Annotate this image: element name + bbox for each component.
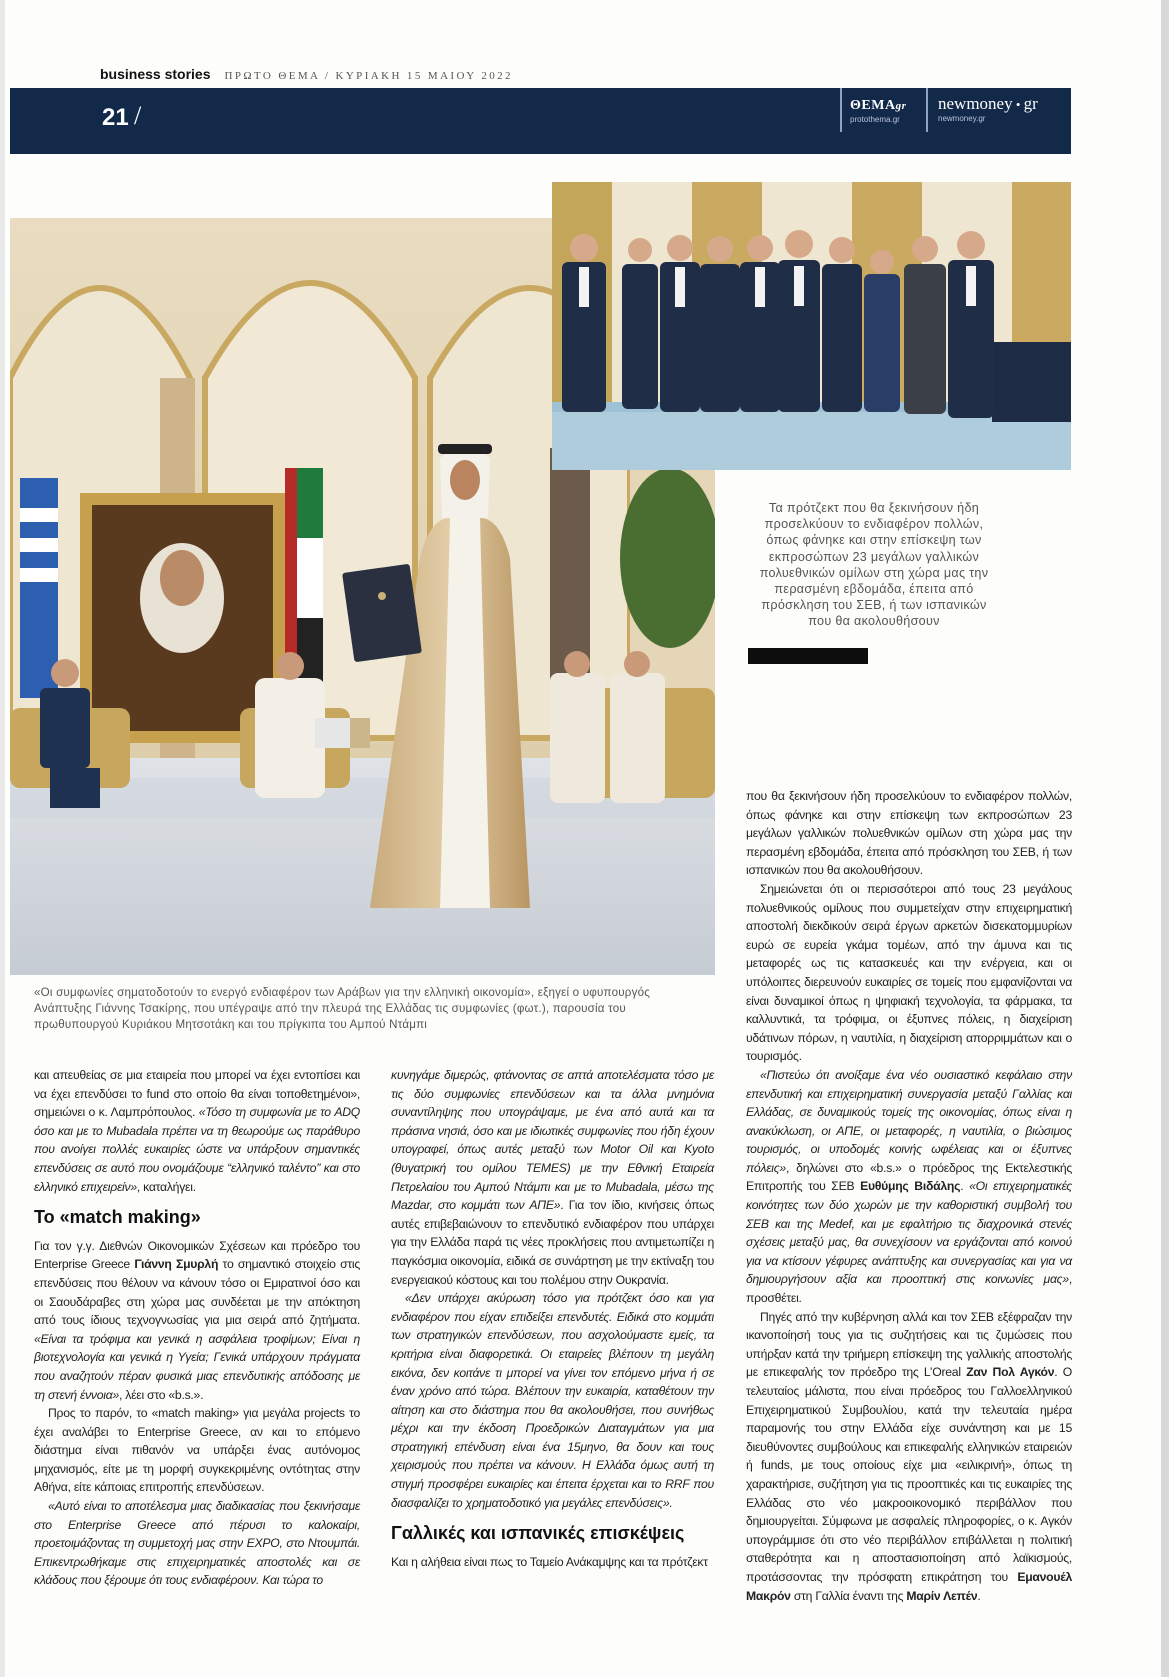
newmoney-logo-suffix: gr [1023,94,1038,113]
protothema-logo-name: ΘΕΜΑ [850,98,896,113]
newmoney-logo: newmoney • gr newmoney.gr [938,94,1038,123]
logo-divider [840,88,842,132]
text-run: . Ο τελευταίος μάλιστα, που είναι πρόεδρος του Γαλλοελληνικού Επιχειρηματικού Συμβουλίου, κατά την τελευταία ημέρα παραμονής του στην Ελλάδα είχε συνάντηση και με 15 διευθύνοντες συμβούλους και επικεφαλής ελληνικών εταιρειών ή funds, με τους οποίους είχε μια «ειλικρινή», όπως τη χαρακτήρισε, συζήτηση για τις προοπτικές και τις ευκαιρίες της Ελλάδας στο νέο μακροοικονομικό περιβάλλον που δημιουργείται. Σύμφωνα με ασφαλείς πληροφορίες, ο κ. Αγκόν υπογράμμισε ότι στο νέο περιβάλλον επιβάλλεται η πολιτική σταθερότητα και η αποστασιοποίηση από λαϊκισμούς, προτάσσοντας την πρόσφατη επικράτηση του [746,1365,1072,1584]
paragraph [34,1066,360,1196]
page-number: 21 [102,104,129,131]
text-run: , προσθέτει. [746,1272,1072,1306]
page-slash: / [134,101,142,130]
paragraph [746,1308,1072,1606]
quote-run: κυνηγάμε διμερώς, φτάνοντας σε απτά αποτελέσματα τόσο με τις δύο συμφωνίες επενδύσεων και τα άλλα μνημόνια συναντίληψης που υπογράψαμε, με ένα από αυτά και τα πράσινα νησιά, όσο και με ιδιωτικές συμφωνίες που ήδη έχουν υπογραφεί, όπως αυτές μεταξύ των Motor Oil και Kyoto (θυγατρική του ομίλου TEMES) με την Εθνική Εταιρεία Πετρελαίου του Αμπού Ντάμπι και με το Mubadala, μέσω της Mazdar, στο κομμάτι των ΑΠΕ» [391,1068,714,1213]
paragraph: Και η αλήθεια είναι πως το Ταμείο Ανάκαμψης και τα πρότζεκτ [391,1554,708,1569]
text-run: και απευθείας σε μια εταιρεία που μπορεί να έχει εντοπίσει και να έχει επενδύσει το fund στο οποίο θα είναι τοποθετημένοι», σημειώνει ο κ. Λαμπρόπουλος. [34,1068,360,1120]
section-name: business stories [100,66,211,82]
quote-run: «Πιστεύω ότι ανοίξαμε ένα νέο ουσιαστικό κεφάλαιο στην επενδυτική και επιχειρηματική συνεργασία μεταξύ Γαλλίας και Ελλάδας, σε δυναμικούς τομείς της οικονομίας, όπως είναι η ανακύκλωση, οι ΑΠΕ, οι μεταφορές, η ναυτιλία, ο βιώσιμος τουρισμός, οι υποδομές κοινής ωφέλειας και οι έξυπνες πόλεις» [746,1067,1072,1175]
page-banner [10,88,1071,154]
page-edge [1161,0,1169,1677]
paragraph [746,1066,1072,1308]
redaction-bar [748,648,868,664]
quote-run: «Τόσο τη συμφωνία με το ADQ όσο και με το Mubadala πρέπει να τη θεωρούμε ως παράθυρο που ανοίγει πολλές ευκαιρίες ώστε να υπάρξουν σημαντικές επενδύσεις σε αυτό που ονομάζουμε “ελληνικό ταλέντο” και στο ελληνικό επιχειρείν» [34,1105,360,1194]
text-run: , καταλήγει. [136,1179,196,1194]
main-photo-caption: «Οι συμφωνίες σηματοδοτούν το ενεργό ενδιαφέρον των Αράβων για την ελληνική οικονομία», εξηγεί ο υφυπουργός Ανάπτυξης Γιάννης Τσακίρης, που υπέγραψε από την πλευρά της Ελλάδας τις συμφωνίες (φωτ.), παρουσία του πρωθυπουργού Κυριάκου Μητσοτάκη και του πρίγκιπα του Αμπού Ντάμπι [34,986,651,1031]
subheading-match-making: Το «match making» [34,1207,201,1228]
text-run: , δηλώνει στο «b.s.» ο πρόεδρος της Εκτελεστικής Επιτροπής του ΣΕΒ [746,1160,1072,1194]
article-column-1 [34,1066,360,1590]
paragraph [391,1066,714,1289]
french-delegation-photo [552,182,1071,470]
text-run: . Για τον ίδιο, κινήσεις όπως αυτές επιβεβαιώνουν το επενδυτικό ενδιαφέρον που υπάρχει για την Ελλάδα παρά τις νέες προκλήσεις που αντιμετωπίζει η παγκόσμια οικονομία, ειδικά σε συνάρτηση με την εκτίναξη του ενεργειακού κόστους και του πολέμου στην Ουκρανία. [391,1198,714,1287]
newmoney-logo-url: newmoney.gr [938,114,986,123]
text-run: Πηγές από την κυβέρνηση αλλά και τον ΣΕΒ εξέφραζαν την ικανοποίησή τους για τις συζητήσεις και τις ζυμώσεις που υπήρξαν κατά την τριήμερη επίσκεψη της γαλλικής αποστολής με επικεφαλής τον πρόεδρο της L’Oreal [746,1309,1072,1380]
text-run: το σημαντικό στοιχείο στις επενδύσεις που θέλουν να κάνουν τόσο οι Εμιρατινοί όσο και οι Σαουδάραβες στη χώρα μας συνδέεται με την απόκτηση από τους ίδιους τεχνογνωσίας για μια σειρά από ζητήματα. [34,1257,360,1328]
quote-run: «Οι επιχειρηματικές κοινότητες των δύο χωρών με την καθοριστική συμβολή του ΣΕΒ και της Medef, και με εφαλτήριο τις διαχρονικά στενές σχέσεις μεταξύ μας, θα συνεχίσουν να εργάζονται από κοινού για να κτίσουν γέφυρες ανάπτυξης και συνεργασίας και για να δημιουργήσουν αξία και προοπτική στις κοινωνίες μας» [746,1179,1072,1287]
text-run: . [960,1179,970,1194]
person-name: Ευθύμης Βιδάλης [860,1179,961,1194]
paragraph: Προς το παρόν, το «match making» για μεγάλα projects το έχει αναλάβει το Enterprise Greece, αν και το επόμενο διάστημα είναι πιθανόν να υπάρξει ένας αυτόνομος μηχανισμός, είτε με τη μορφή συγκεκριμένης οντότητας στην Αθήνα, είτε κάποιας επιτροπής επενδύσεων. [34,1406,360,1495]
person-name: Ζαν Πολ Αγκόν [966,1365,1055,1380]
paragraph: Σημειώνεται ότι οι περισσότεροι από τους 23 μεγάλους πολυεθνικούς ομίλους που συμμετείχαν στην επιχειρηματική αποστολή διεκδικούν σειρά έργων αρκετών δισεκατομμυρίων ευρώ σε ευρεία γκάμα τομέων, από την άμυνα και τις μεταφορές ως τις κατασκευές και την ενέργεια, και οι υπόλοιπες διερευνούν ευκαιρίες σε τομείς που εμφανίζονται να είναι δυναμικοί όπως η ψηφιακή τεχνολογία, τα φάρμακα, τα καλλυντικά, τα τρόφιμα, οι έξυπνες πόλεις, η διαχείριση υδάτινων πόρων, η ναυτιλία, η διαχείριση απορριμμάτων και ο τουρισμός. [746,881,1072,1064]
paragraph: «Αυτό είναι το αποτέλεσμα μιας διαδικασίας που ξεκινήσαμε στο Enterprise Greece από πέρυσι το καλοκαίρι, προετοιμάζοντας τη συμμετοχή μας στην EXPO, στο Ντουμπάι. Επικεντρωθήκαμε στις επιχειρηματικές αποστολές και σε κλάδους που ξέρουμε ότι τους ενδιαφέρουν. Και τώρα το [34,1499,360,1588]
text-run: Για τον γ.γ. Διεθνών Οικονομικών Σχέσεων και πρόεδρο του Enterprise Greece [34,1238,360,1272]
protothema-logo [850,96,906,124]
text-run: , λέει στο «b.s.». [118,1387,204,1402]
paragraph: που θα ξεκινήσουν ήδη προσελκύουν το ενδιαφέρον πολλών, όπως φάνηκε και στην επίσκεψη των εκπροσώπων 23 μεγάλων γαλλικών πολυεθνικών ομίλων στη χώρα μας την περασμένη εβδομάδα, έπειτα από πρόσκληση του ΣΕΒ, ή των ισπανικών που θα ακολουθήσουν. [746,789,1072,878]
running-header [100,66,513,84]
magazine-page [5,0,1161,1677]
article-column-2 [391,1066,714,1571]
person-name: Μαρίν Λεπέν [906,1588,978,1603]
protothema-logo-url: protothema.gr [850,115,900,124]
person-name: Γιάννη Σμυρλή [134,1257,219,1272]
article-column-3 [746,787,1072,1605]
newmoney-logo-name: newmoney [938,94,1013,113]
paragraph [34,1237,360,1404]
person-name: Εμανουέλ Μακρόν [746,1569,1072,1603]
subheading-french-spanish-visits: Γαλλικές και ισπανικές επισκέψεις [391,1523,685,1544]
publication-line: ΠΡΩΤΟ ΘΕΜΑ / ΚΥΡΙΑΚΗ 15 ΜΑΙΟΥ 2022 [224,70,513,82]
protothema-logo-suffix: gr [895,100,907,112]
quote-run: «Είναι τα τρόφιμα και γενικά η ασφάλεια τροφίμων; Είναι η βιοτεχνολογία και γενικά η Υγεία; Γενικά υπάρχουν πράγματα που αναζητούν πέραν φυσικά μιας επενδυτικής απόδοσης με τη στενή έννοια» [34,1331,360,1402]
text-run: στη Γαλλία έναντι της [790,1588,907,1603]
paragraph: «Δεν υπάρχει ακύρωση τόσο για πρότζεκτ όσο και για ενδιαφέρον που είχαν επιδείξει επενδυτές. Ειδικά στο κομμάτι των στρατηγικών επενδύσεων, που ασχολούμαστε εμείς, τα κριτήρια είναι διαφορετικά. Οι εταιρείες βλέπουν τη μεγάλη εικόνα, δεν κοιτάνε τι μπορεί να γίνει τον επόμενο μήνα ή σε έναν χρόνο από τώρα. Βλέπουν την ευκαιρία, καταθέτουν την αίτηση και στο διάστημα που θα ακολουθήσει, που συνήθως μέχρι και την έκδοση Προεδρικών Διαταγμάτων για μια στρατηγική επένδυση είναι ένα 15μηνο, θα δουν και τους χειρισμούς που πρέπει να κάνουν. Η Ελλάδα όμως αυτή τη στιγμή προσφέρει ευκαιρίες και έπειτα έρχεται και το RRF που διασφαλίζει το χρηματοδοτικό για μεγάλες επενδύσεις». [391,1291,714,1510]
side-photo-caption: Τα πρότζεκτ που θα ξεκινήσουν ήδη προσελκύουν το ενδιαφέρον πολλών, όπως φάνηκε και στην επίσκεψη των εκπροσώπων 23 μεγάλων γαλλικών πολυεθνικών ομίλων στη χώρα μας την περασμένη εβδομάδα, έπειτα από πρόσκληση του ΣΕΒ, ή των ισπανικών που θα ακολουθήσουν [759,501,989,629]
logo-divider [926,88,928,132]
text-run: . [977,1588,981,1603]
